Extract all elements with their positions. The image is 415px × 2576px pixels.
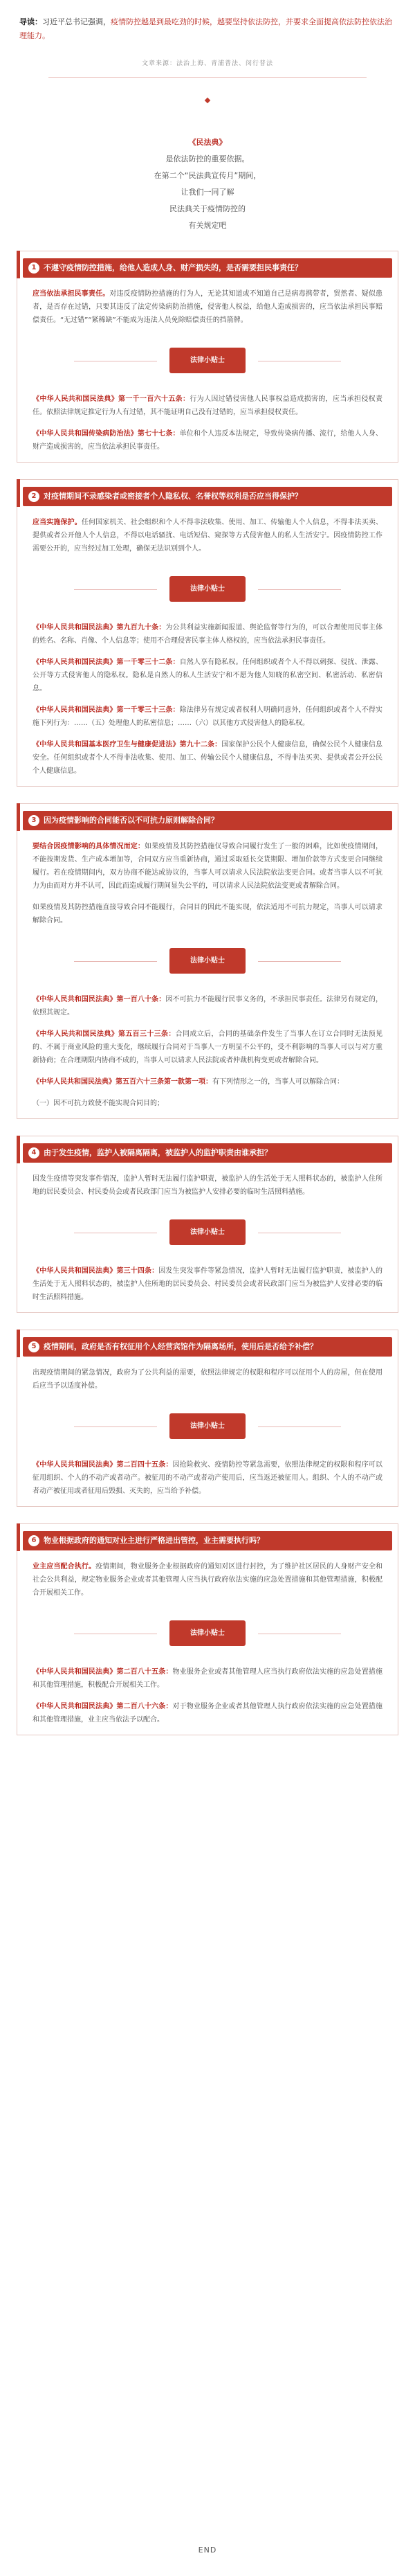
question-text: 因为疫情影响的合同能否以不可抗力原则解除合同？ [44,816,219,825]
law-ref: 《中华人民共和国民法典》第五百三十三条： [33,1030,176,1038]
diamond-ornament-icon [205,98,210,103]
law-text: 物业服务企业或者其他管理人应当执行政府依法实施的应急处置措施和其他管理措施，积极配合开展相关工作。 [33,1668,383,1689]
answer-paragraph [33,1366,382,1393]
law-ref: 《中华人民共和国民法典》第五百六十三条第一款第一项： [33,1078,212,1086]
law-text: 除法律另有规定或者权利人明确同意外，任何组织或者个人不得实施下列行为：……（五）处理他人的私密信息；……（六）以其他方式侵害他人的隐私权。 [33,706,383,727]
question-text: 不遵守疫情防控措施，给他人造成人身、财产损失的，是否需要担民事责任？ [44,263,302,272]
legal-tip-badge: 法律小贴士 [169,1219,246,1245]
section-accent [17,1136,20,1163]
question-number: 5 [28,1341,39,1352]
question-bar [23,1337,392,1357]
law-ref: 《中华人民共和国民法典》第二百八十五条： [33,1668,173,1676]
law-citation [33,738,382,778]
legal-tip-badge: 法律小贴士 [169,576,246,602]
section-accent [17,1523,20,1551]
law-ref: 《中华人民共和国民法典》第一千一百六十五条： [33,395,190,403]
answer-paragraph [33,1172,382,1199]
intro-line: 有关规定吧 [188,221,227,230]
legal-tip-badge: 法律小贴士 [169,1620,246,1646]
law-text: （一）因不可抗力致使不能实现合同目的； [33,1100,164,1107]
law-text: 因不可抗力不能履行民事义务的，不承担民事责任。法律另有规定的，依照其规定。 [33,996,383,1017]
intro-line: 在第二个“民法典宣传月”期间， [154,171,261,180]
answer-text: 如果疫情及其防控措施仅导致合同履行发生了一般的困难，比如使疫情期间，不能按期发货、生产成本增加等，合同双方应当重新协商，通过采取延长交货期限、增加价款等方式变更合同继续履行。若在疫情期间内，双方协商不能达成协议的，当事人可以请求人民法院依法变更合同。或者当事人以不可抗力为由而对方并不认可，因此而造成履行期间显失公平的，可以请求人民法院依法变更或者解除合同。 [33,843,383,890]
law-text: 因发生突发事件等紧急情况，监护人暂时无法履行监护职责，被监护人的生活处于无人照料状态的，被监护人住所地的居民委员会、村民委员会或者民政部门应当为被监护人安排必要的临时生活照料措施。 [33,1267,383,1301]
law-citation [33,1458,382,1498]
question-bar [23,1531,392,1550]
answer-text: 疫情期间，物业服务企业根据政府的通知对区进行封控，为了维护社区居民的人身财产安全和社会公共利益，规定物业服务企业或者其他管理人应当执行政府依法实施的应急处置措施和其他管理措施，积极配合开展相关工作。 [33,1563,383,1597]
answer-text: 如果疫情及其防控措施直接导致合同不能履行，合同目的因此不能实现，依法适用不可抗力规定，当事人可以请求解除合同。 [33,904,382,924]
divider [48,77,367,78]
section-accent [17,803,20,831]
intro-title: 《民法典》 [188,138,227,147]
law-citation [33,621,382,647]
law-ref: 《中华人民共和国民法典》第一千零三十二条： [33,659,180,666]
law-citation [33,1264,382,1304]
article-source: 文章来源：法治上海、青浦普法、闵行普法 [141,60,273,67]
question-bar [23,258,392,278]
answer-strong: 应当实施保护。 [33,519,82,526]
law-ref: 《中华人民共和国民法典》第二百四十五条： [33,1461,173,1469]
question-bar [23,1143,392,1163]
answer-text: 因发生疫情等突发事件情况，监护人暂时无法履行监护职责，被监护人的生活处于无人照料状态的，被监护人住所地的居民委员会、村民委员会或者民政部门应当为被监护人安排必要的临时生活照料措施。 [33,1175,382,1196]
qa-section-1 [17,251,398,463]
lead-label: 导读： [19,17,42,26]
intro-line: 民法典关于疫情防控的 [169,204,246,213]
qa-section-4 [17,1136,398,1313]
law-ref: 《中华人民共和国基本医疗卫生与健康促进法》第九十二条： [33,741,222,749]
qa-section-3 [17,803,398,1119]
question-number: 2 [28,491,39,502]
article-page [0,15,415,2576]
law-citation [33,704,382,730]
law-citation [33,656,382,695]
answer-paragraph [33,287,382,327]
legal-tip-badge: 法律小贴士 [169,348,246,373]
law-text: 行为人因过错侵害他人民事权益造成损害的，应当承担侵权责任。依照法律规定推定行为人有过错，其不能证明自己没有过错的，应当承担侵权责任。 [33,395,383,416]
qa-section-5 [17,1330,398,1507]
question-text: 由于发生疫情，监护人被隔离隔离，被监护人的监护职责由谁承担？ [44,1148,272,1157]
law-ref: 《中华人民共和国传染病防治法》第七十七条： [33,430,180,438]
lead-text-a: 习近平总书记强调， [42,17,111,26]
law-ref: 《中华人民共和国民法典》第一千零三十三条： [33,706,180,714]
law-citation [33,1075,382,1089]
question-bar [23,487,392,506]
legal-tip-badge: 法律小贴士 [169,948,246,974]
answer-strong: 应当依法承担民事责任。 [33,290,110,298]
answer-paragraph [33,840,382,893]
intro-block [0,134,415,234]
law-citation [33,427,382,454]
law-text: 自然人享有隐私权。任何组织或者个人不得以刺探、侵扰、泄露、公开等方式侵害他人的隐私权。隐私是自然人的私人生活安宁和不愿为他人知晓的私密空间、私密活动、私密信息。 [33,659,383,692]
answer-paragraph [33,516,382,555]
law-text: 为公共利益实施新闻报道、舆论监督等行为的，可以合理使用民事主体的姓名、名称、肖像、个人信息等；使用不合理侵害民事主体人格权的，应当依法承担民事责任。 [33,624,383,645]
law-text: 有下列情形之一的，当事人可以解除合同： [212,1078,344,1086]
law-citation [33,1665,382,1692]
question-number: 4 [28,1147,39,1159]
answer-text: 任何国家机关、社会组织和个人不得非法收集、使用、加工、传输他人个人信息，不得非法买卖、提供或者公开他人个人信息，不得以电话骚扰、电话短信、窥探等方式侵害他人的私人生活安宁。因疫情防控工作需要公开的，应当经过加工处理，确保无法识别到个人。 [33,519,383,553]
law-ref: 《中华人民共和国民法典》第九百九十条： [33,624,166,632]
question-text: 物业根据政府的通知对业主进行严格进出管控，业主需要执行吗？ [44,1536,264,1545]
law-text: 合同成立后，合同的基础条件发生了当事人在订立合同时无法预见的、不属于商业风险的重大变化，继续履行合同对于当事人一方明显不公平的，受不利影响的当事人可以与对方重新协商；在合理期限内协商不成的，当事人可以请求人民法院或者仲裁机构变更或者解除合同。 [33,1030,383,1064]
answer-text: 出现疫情期间的紧急情况，政府为了公共利益的需要，依照法律规定的权限和程序可以征用个人的房屋，但在使用后应当予以适度补偿。 [33,1369,382,1390]
answer-paragraph [33,1560,382,1600]
question-number: 1 [28,262,39,274]
intro-line: 是依法防控的重要依据。 [165,154,250,163]
law-citation [33,1097,382,1110]
law-citation [33,993,382,1019]
question-text: 疫情期间，政府是否有权征用个人经营宾馆作为隔离场所，使用后是否给予补偿？ [44,1342,317,1351]
law-text: 国家保护公民个人健康信息，确保公民个人健康信息安全。任何组织或者个人不得非法收集、使用、加工、传输公民个人健康信息，不得非法买卖、提供或者公开公民个人健康信息。 [33,741,383,775]
question-number: 3 [28,815,39,826]
question-bar [23,811,392,830]
section-accent [17,251,20,278]
question-number: 6 [28,1535,39,1546]
section-accent [17,1330,20,1357]
answer-text: 对违反疫情防控措施的行为人，无论其知道或不知道自己是病毒携带者，贸然者、疑似患者，是否存在过错，只要其违反了法定传染病防治措施，侵害他人权益，给他人造成损害的，应当依法承担民事赔偿责任。“无过错”“紧稀缺”不能成为违法人员免除赔偿责任的挡箭牌。 [33,290,383,324]
lead-paragraph [19,15,396,43]
law-citation [33,1700,382,1726]
answer-paragraph [33,901,382,927]
question-text: 对疫情期间不录感染者或密接者个人隐私权、名誉权等权利是否应当得保护？ [44,492,302,501]
answer-strong: 要结合因疫情影响的具体情况而定： [33,843,145,850]
law-text: 单位和个人违反本法规定，导致传染病传播、流行，给他人人身、财产造成损害的，应当依法承担民事责任。 [33,430,383,451]
law-citation [33,1028,382,1067]
answer-strong: 业主应当配合执行。 [33,1563,96,1571]
law-text: 因抢险救灾、疫情防控等紧急需要，依照法律规定的权限和程序可以征用组织、个人的不动产或者动产。被征用的不动产或者动产使用后，应当返还被征用人。组织、个人的不动产或者动产被征用或者征用后毁损、灭失的，应当给予补偿。 [33,1461,383,1495]
legal-tip-badge: 法律小贴士 [169,1413,246,1439]
law-text: 对于物业服务企业或者其他管理人执行政府依法实施的应急处置措施和其他管理措施，业主应当依法予以配合。 [33,1703,383,1724]
law-ref: 《中华人民共和国民法典》第一百八十条： [33,996,166,1003]
lead-text-b: 疫情防控越是到最吃劲的时候，越要坚持依法防控，并要求全面提高依法防控依法治理能力。 [19,17,392,40]
section-accent [17,479,20,507]
law-ref: 《中华人民共和国民法典》第三十四条： [33,1267,159,1275]
intro-line: 让我们一同了解 [181,188,234,197]
qa-section-2 [17,479,398,787]
qa-section-6 [17,1523,398,1735]
end-marker: END [198,2546,217,2555]
law-ref: 《中华人民共和国民法典》第二百八十六条： [33,1703,173,1710]
law-citation [33,393,382,419]
